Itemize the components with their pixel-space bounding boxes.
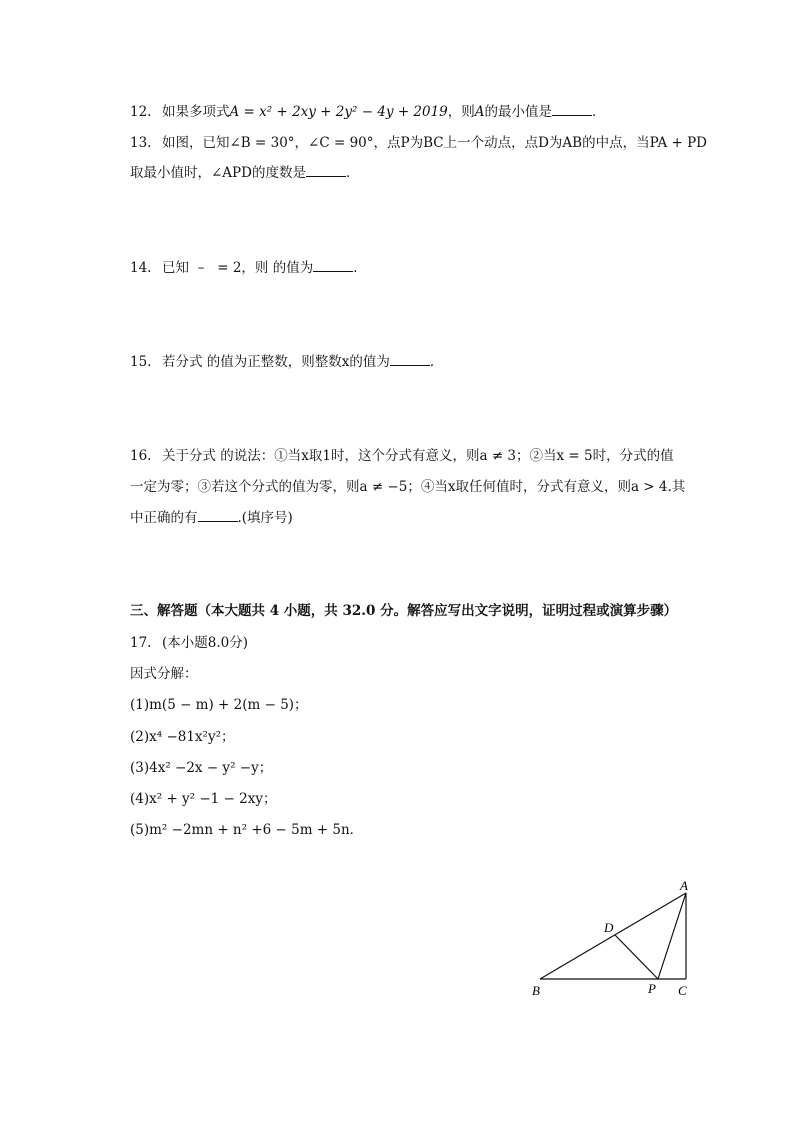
triangle-diagram <box>528 874 698 1004</box>
punctuation: ． <box>429 354 444 370</box>
factor-item-3: (3)4x² −2x − y² −y； <box>130 760 273 776</box>
question-text: 取最小值时，∠APD的度数是 <box>130 165 306 181</box>
question-number: 14. <box>130 260 152 276</box>
minus-sign: – <box>197 260 205 276</box>
question-number: 13. <box>130 135 152 151</box>
question-13-line-2 <box>130 163 359 183</box>
answer-blank <box>313 258 353 272</box>
question-17-header <box>130 633 248 653</box>
factor-item-1: (1)m(5 − m) + 2(m − 5)； <box>130 697 308 713</box>
question-16-line-1 <box>130 446 674 466</box>
label-d: D <box>604 920 614 935</box>
segment-pa <box>658 893 686 979</box>
section-heading: 三、解答题（本大题共 4 小题，共 32.0 分。解答应写出文字说明，证明过程或演算步骤） <box>130 603 678 619</box>
label-b: B <box>532 983 540 998</box>
triangle-figure <box>528 874 698 1004</box>
factor-item-5: (5)m² −2mn + n² +6 − 5m + 5n． <box>130 822 364 838</box>
question-12 <box>130 102 606 122</box>
answer-blank <box>306 163 346 177</box>
question-number: 16. <box>130 448 152 464</box>
factor-item-2: (2)x⁴ −81x²y²； <box>130 729 235 745</box>
question-text: = 2，则 的值为 <box>217 260 314 276</box>
segment-dp <box>615 935 658 979</box>
segment-ba <box>540 893 686 979</box>
question-14 <box>130 258 367 278</box>
answer-blank <box>552 102 592 116</box>
label-a: A <box>680 878 688 893</box>
punctuation: ． <box>592 104 606 120</box>
question-text: ，则 <box>447 104 475 120</box>
question-text: 一定为零；③若这个分式的值为零，则a ≠ −5；④当x取任何值时，分式有意义，则a > 4.其 <box>130 479 686 495</box>
question-text: 中正确的有 <box>130 510 198 526</box>
question-text: 如果多项式 <box>162 104 230 120</box>
question-16-line-3 <box>130 508 293 528</box>
question-17-instruction: 因式分解： <box>130 666 198 682</box>
question-text: 关于分式 的说法：①当x取1时，这个分式有意义，则a ≠ 3；②当x = 5时，分式的值 <box>162 448 674 464</box>
label-c: C <box>678 983 687 998</box>
factor-item-4: (4)x² + y² −1 − 2xy； <box>130 791 277 807</box>
question-text: 若分式 的值为正整数，则整数x的值为 <box>162 354 390 370</box>
question-16-line-2 <box>130 477 685 497</box>
question-text: 的最小值是 <box>484 104 553 120</box>
question-number: 12. <box>130 104 152 120</box>
answer-blank <box>198 508 238 522</box>
punctuation: ． <box>353 260 367 276</box>
label-p: P <box>648 981 656 996</box>
question-text: 如图，已知∠B = 30°，∠C = 90°，点P为BC上一个动点，点D为AB的中点，当PA + PD <box>162 135 707 151</box>
variable: A <box>474 104 485 120</box>
question-number: 15. <box>130 354 152 370</box>
question-text: .(填序号) <box>237 510 293 526</box>
question-number: 17. <box>130 635 152 651</box>
question-text: 已知 <box>162 260 189 276</box>
punctuation: ． <box>345 165 360 181</box>
answer-blank <box>390 352 430 366</box>
question-13-line-1 <box>130 133 707 153</box>
question-15 <box>130 352 443 372</box>
score-note: (本小题8.0分) <box>162 635 249 651</box>
polynomial-expression: A = x² + 2xy + 2y² − 4y + 2019 <box>229 104 448 120</box>
